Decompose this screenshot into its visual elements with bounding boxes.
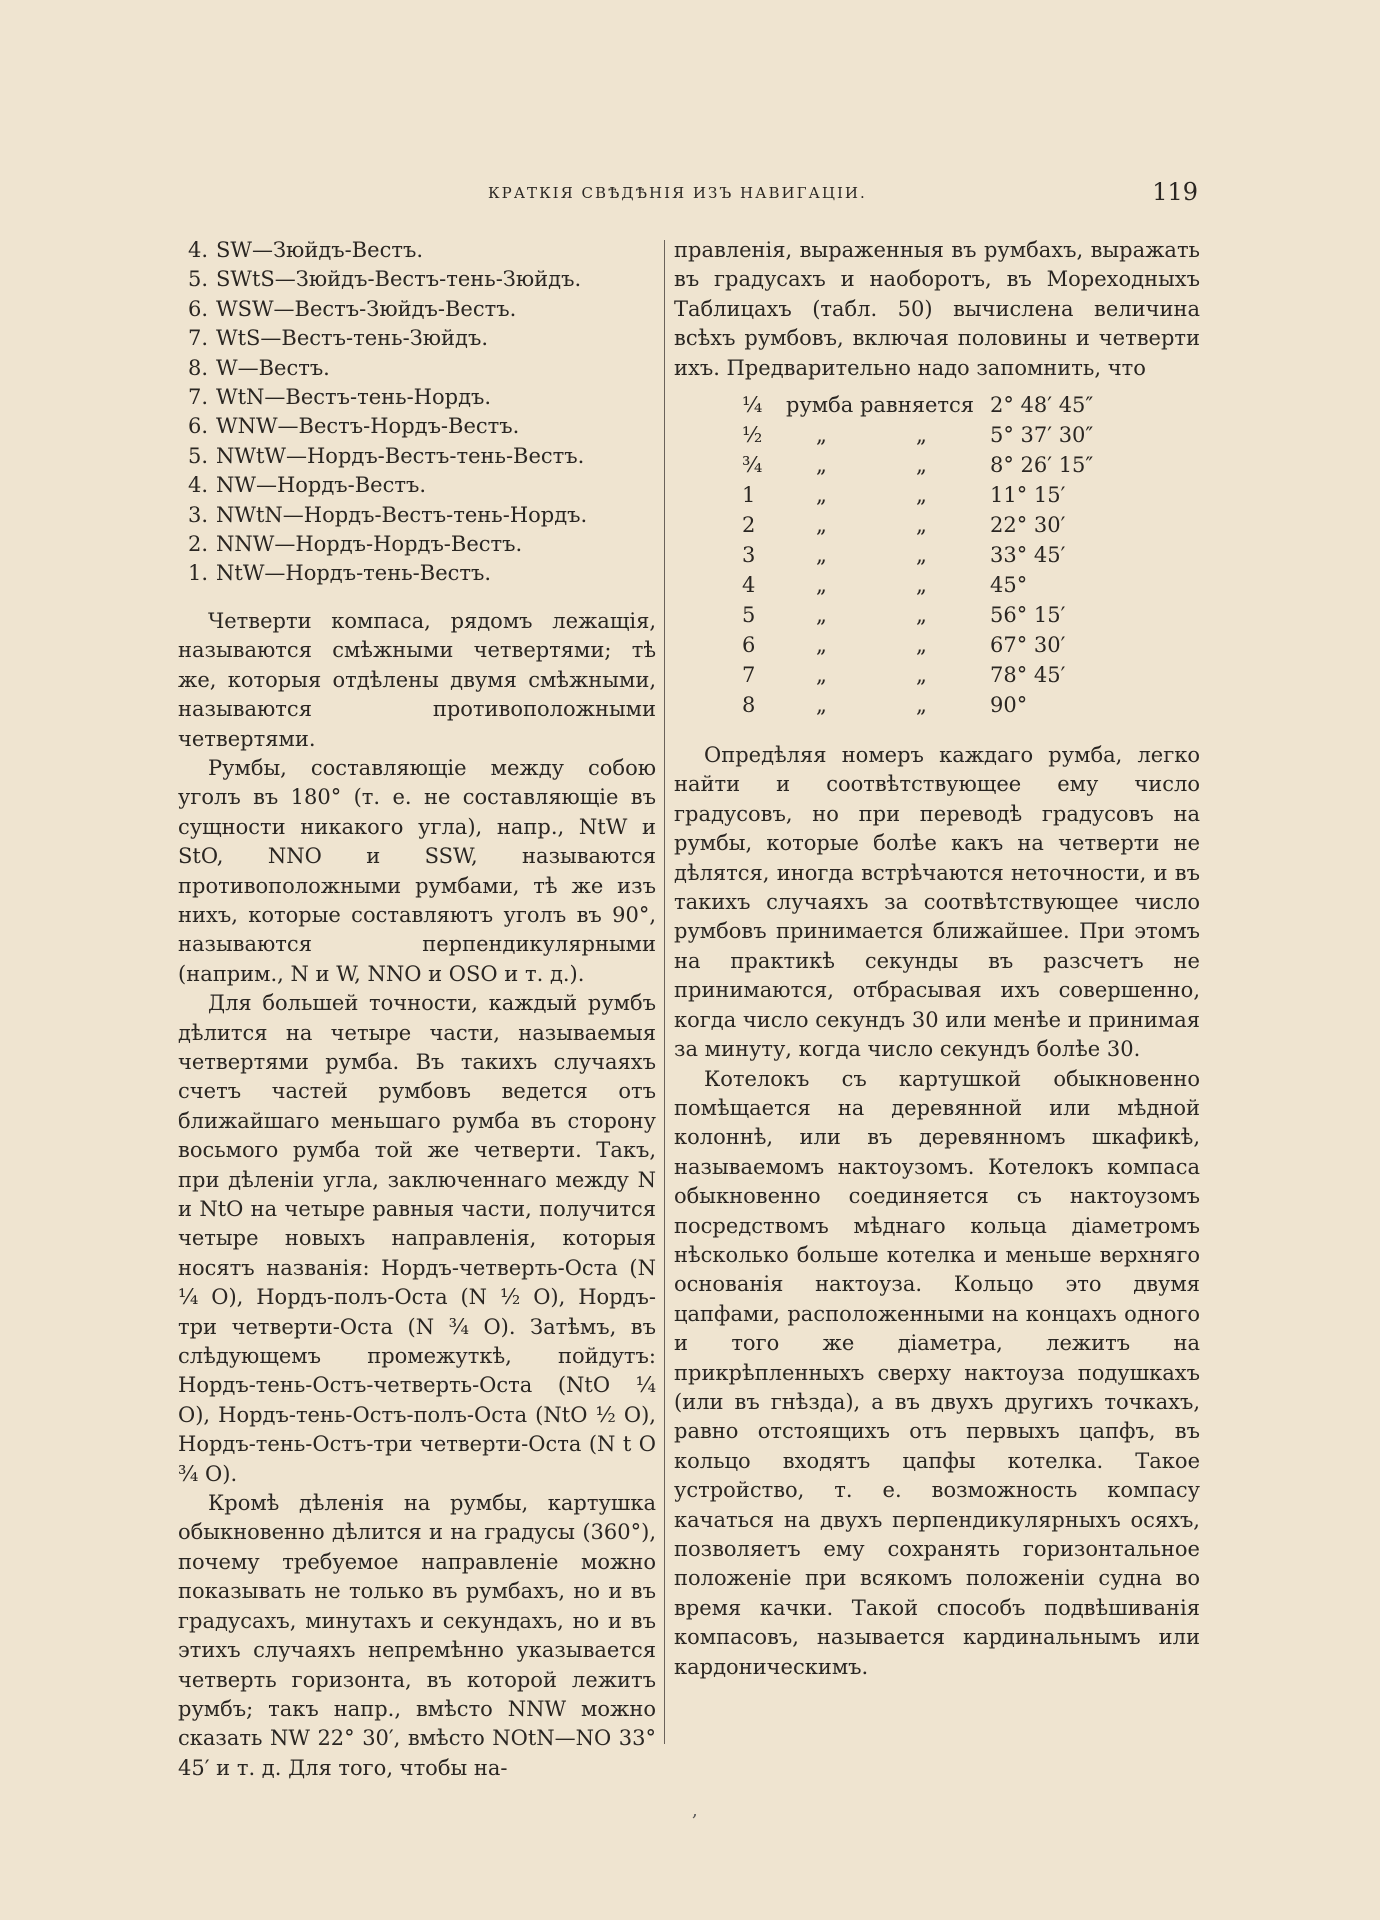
table-row: 8 „ „ 90° <box>742 693 1028 718</box>
table-row: ¾ „ „ 8° 26′ 15″ <box>742 453 1094 478</box>
rhumb-degree-table <box>674 391 1200 731</box>
list-item: 6. WSW—Вестъ-Зюйдъ-Вестъ. <box>187 296 517 321</box>
table-row: 2 „ „ 22° 30′ <box>742 513 1066 538</box>
list-item: 5. NWtW—Нордъ-Вестъ-тень-Вестъ. <box>187 443 585 468</box>
right-column <box>674 236 1200 1682</box>
page-number: 119 <box>1152 178 1198 206</box>
paragraph: Кромѣ дѣленія на румбы, картушка обыкновенно дѣлится и на градусы (360°), почему требуемое направленіе можно показывать не только въ румбахъ, но и въ градусахъ, минутахъ и секундахъ, но и въ этихъ случаяхъ непремѣнно указывается четверть горизонта, въ которой лежитъ румбъ; такъ напр., вмѣсто NNW можно сказать NW 22° 30′, вмѣсто NOtN—NO 33° 45′ и т. д. Для того, чтобы на- <box>178 1491 656 1780</box>
list-item: 5. SWtS—Зюйдъ-Вестъ-тень-Зюйдъ. <box>187 267 582 292</box>
table-row: ¼ румба равняется 2° 48′ 45″ <box>742 393 1094 418</box>
list-item: 1. NtW—Нордъ-тень-Вестъ. <box>187 561 492 586</box>
paragraph: правленія, выраженныя въ румбахъ, выражать въ градусахъ и наоборотъ, въ Мореходныхъ Таблицахъ (табл. 50) вычислена величина всѣхъ румбовъ, включая половины и четверти ихъ. Предварительно надо запомнить, что <box>674 238 1200 380</box>
list-item: 8. W—Вестъ. <box>187 355 330 380</box>
paragraph: Румбы, составляющіе между собою уголъ въ 180° (т. е. не составляющіе въ сущности никакого угла), напр., NtW и StO, NNO и SSW, называются противоположными румбами, тѣ же изъ нихъ, которые составляютъ уголъ въ 90°, называются перпендикулярными (наприм., N и W, NNO и OSO и т. д.). <box>178 755 656 986</box>
list-item: 2. NNW—Нордъ-Нордъ-Вестъ. <box>187 532 523 557</box>
table-row: 7 „ „ 78° 45′ <box>742 663 1066 688</box>
paragraph: Для большей точности, каждый румбъ дѣлится на четыре части, называемыя четвертями румба. Въ такихъ случаяхъ счетъ частей румбовъ ведется отъ ближайшаго меньшаго румба въ сторону восьмого румба той же четверти. Такъ, при дѣленіи угла, заключеннаго между N и NtO на четыре равныя части, получится четыре новыхъ направленія, которыя носятъ названія: Нордъ-четверть-Оста (N ¼ O), Нордъ-полъ-Оста (N ½ O), Нордъ-три четверти-Оста (N ¾ O). Затѣмъ, въ слѣдующемъ промежуткѣ, пойдутъ: Нордъ-тень-Остъ-четверть-Оста (NtO ¼ O), Нордъ-тень-Остъ-полъ-Оста (NtO ½ O), Нордъ-тень-Остъ-три четверти-Оста (N t O ¾ O). <box>178 991 656 1486</box>
left-column <box>178 236 656 1783</box>
paragraph: Четверти компаса, рядомъ лежащія, называются смѣжными четвертями; тѣ же, которыя отдѣлены двумя смѣжными, называются противоположными четвертями. <box>178 608 656 751</box>
list-item: 6. WNW—Вестъ-Нордъ-Вестъ. <box>187 414 520 439</box>
table-row: 5 „ „ 56° 15′ <box>742 603 1066 628</box>
table-row: 3 „ „ 33° 45′ <box>742 543 1066 568</box>
table-row: 6 „ „ 67° 30′ <box>742 633 1066 658</box>
paragraph: Опредѣляя номеръ каждаго румба, легко найти и соотвѣтствующее ему число градусовъ, но при переводѣ градусовъ на румбы, которые болѣе какъ на четверти не дѣлятся, иногда встрѣчаются неточности, и въ такихъ случаяхъ за соотвѣтствующее число румбовъ принимается ближайшее. При этомъ на практикѣ секунды въ разсчетъ не принимаются, отбрасывая ихъ совершенно, когда число секундъ 30 или менѣе и принимая за минуту, когда число секундъ болѣе 30. <box>674 743 1200 1062</box>
list-item: 7. WtS—Вестъ-тень-Зюйдъ. <box>187 326 489 351</box>
table-row: 4 „ „ 45° <box>742 573 1028 598</box>
column-divider <box>664 240 665 1744</box>
list-item: 4. SW—Зюйдъ-Вестъ. <box>187 238 423 262</box>
running-title: КРАТКІЯ СВѢДѢНІЯ ИЗЪ НАВИГАЦІИ. <box>488 184 867 202</box>
stray-mark: , <box>692 1800 698 1821</box>
rhumb-list <box>178 236 656 589</box>
list-item: 4. NW—Нордъ-Вестъ. <box>187 473 427 498</box>
table-row: 1 „ „ 11° 15′ <box>742 483 1066 508</box>
table-row: ½ „ „ 5° 37′ 30″ <box>742 423 1094 448</box>
paragraph: Котелокъ съ картушкой обыкновенно помѣщается на деревянной или мѣдной колоннѣ, или въ деревянномъ шкафикѣ, называемомъ нактоузомъ. Котелокъ компаса обыкновенно соединяется съ нактоузомъ посредствомъ мѣднаго кольца діаметромъ нѣсколько больше котелка и меньше верхняго основанія нактоуза. Кольцо это двумя цапфами, расположенными на концахъ одного и того же діаметра, лежитъ на прикрѣпленныхъ сверху нактоуза подушкахъ (или въ гнѣзда), а въ двухъ другихъ точкахъ, равно отстоящихъ отъ первыхъ цапфъ, въ кольцо входятъ цапфы котелка. Такое устройство, т. е. возможность компасу качаться на двухъ перпендикулярныхъ осяхъ, позволяетъ ему сохранять горизонтальное положеніе при всякомъ положеніи судна во время качки. Такой способъ подвѣшиванія компасовъ, называется кардинальнымъ или кардоническимъ. <box>674 1066 1200 1679</box>
page-header <box>178 178 1200 218</box>
list-item: 7. WtN—Вестъ-тень-Нордъ. <box>187 385 492 410</box>
list-item: 3. NWtN—Нордъ-Вестъ-тень-Нордъ. <box>187 502 588 527</box>
